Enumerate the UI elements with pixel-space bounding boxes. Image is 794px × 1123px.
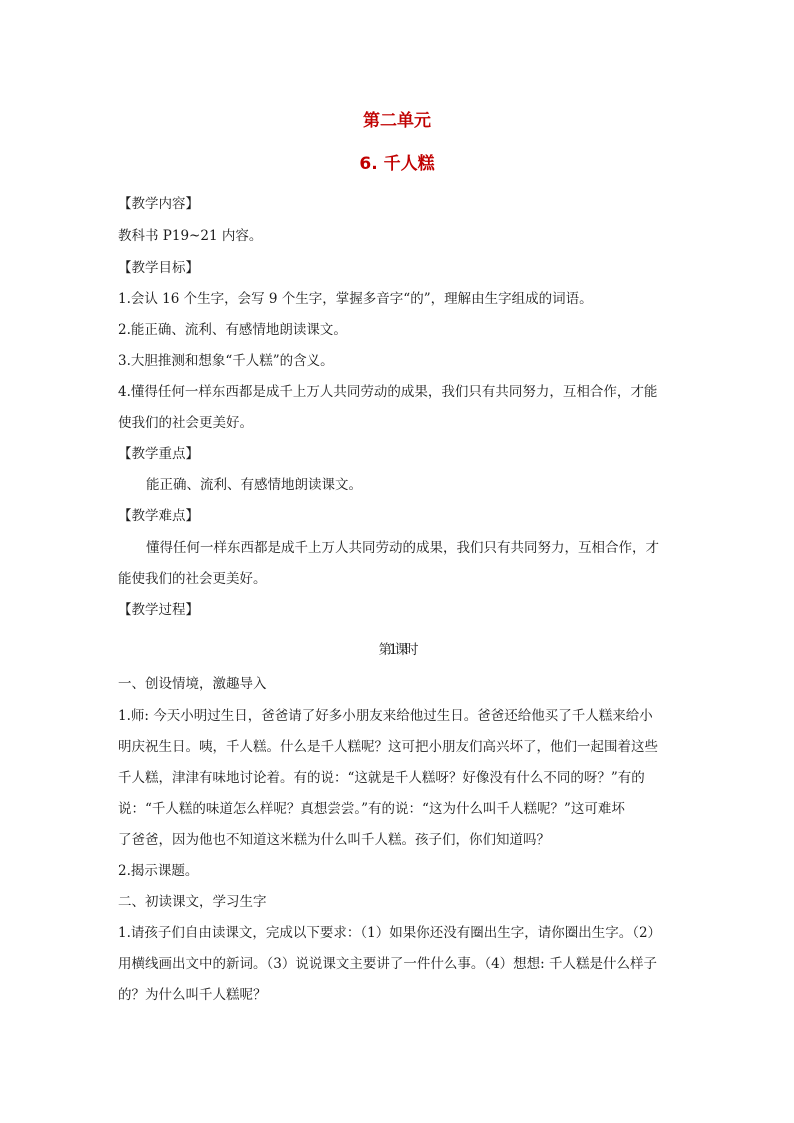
key-heading: 【教学重点】 — [118, 446, 199, 462]
process-heading: 【教学过程】 — [118, 602, 199, 618]
section2-line: 的？为什么叫千人糕呢？ — [118, 987, 267, 1003]
section1-heading: 一、创设情境，激趣导入 — [118, 676, 267, 692]
goal-item: 4.懂得任何一样东西都是成千上万人共同劳动的成果，我们只有共同努力，互相合作，才能 — [118, 384, 658, 400]
difficulty-heading: 【教学难点】 — [118, 508, 199, 524]
section1-line: 千人糕，津津有味地讨论着。有的说：“这就是千人糕呀？好像没有什么不同的呀？”有的 — [118, 770, 645, 786]
goal-item: 2.能正确、流利、有感情地朗读课文。 — [118, 322, 347, 338]
difficulty-text: 懂得任何一样东西都是成千上万人共同劳动的成果，我们只有共同努力，互相合作，才 — [146, 540, 659, 556]
content-text: 教科书 P19~21 内容。 — [118, 228, 263, 244]
section1-item2: 2.揭示课题。 — [118, 863, 199, 879]
section2-line: 1.请孩子们自由读课文，完成以下要求：（1）如果你还没有圈出生字，请你圈出生字。（2） — [118, 925, 662, 941]
goals-heading: 【教学目标】 — [118, 260, 199, 276]
section2-line: 用横线画出文中的新词。（3）说说课文主要讲了一件什么事。（4）想想: 千人糕是什么样子 — [118, 956, 658, 972]
section2-heading: 二、初读课文，学习生字 — [118, 894, 267, 910]
section1-line: 了爸爸，因为他也不知道这米糕为什么叫千人糕。孩子们，你们知道吗？ — [118, 832, 550, 848]
difficulty-text-continued: 能使我们的社会更美好。 — [118, 571, 267, 587]
section1-line: 1.师: 今天小明过生日，爸爸请了好多小朋友来给他过生日。爸爸还给他买了千人糕来给小 — [118, 708, 653, 724]
section1-line: 明庆祝生日。咦，千人糕。什么是千人糕呢？这可把小朋友们高兴坏了，他们一起围着这些 — [118, 739, 658, 755]
goal-item-continued: 使我们的社会更美好。 — [118, 415, 253, 431]
content-heading: 【教学内容】 — [118, 196, 199, 212]
section1-line: 说：“千人糕的味道怎么样呢？真想尝尝。”有的说：“这为什么叫千人糕呢？”这可难坏 — [118, 801, 625, 817]
goal-item: 3.大胆推测和想象“千人糕”的含义。 — [118, 353, 334, 369]
period-label: 第1课时 — [378, 642, 416, 658]
unit-title: 第二单元 — [363, 111, 431, 131]
lesson-title: 6. 千人糕 — [359, 154, 435, 174]
goal-item: 1.会认 16 个生字，会写 9 个生字，掌握多音字“的”，理解由生字组成的词语。 — [118, 291, 593, 307]
key-text: 能正确、流利、有感情地朗读课文。 — [146, 477, 362, 493]
